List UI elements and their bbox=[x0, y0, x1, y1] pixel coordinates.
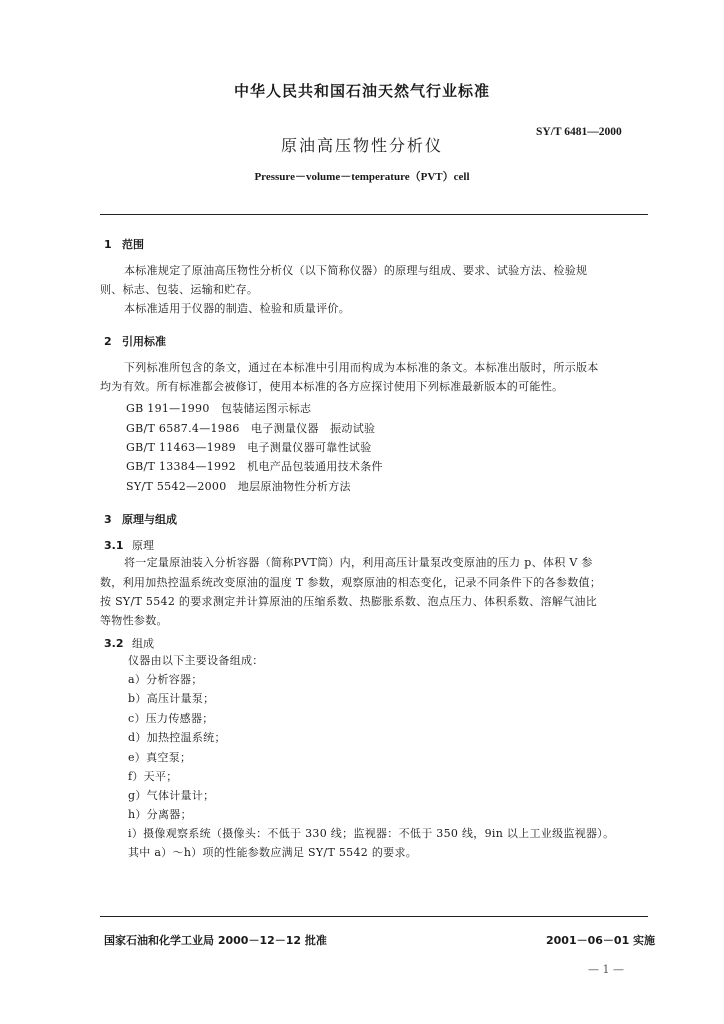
page-number: — 1 — bbox=[588, 963, 624, 976]
subsection-heading-composition: 3.2 组成 bbox=[104, 637, 154, 650]
approval-statement: 国家石油和化学工业局 2000－12－12 批准 bbox=[104, 934, 327, 947]
section-heading-scope: 1 范围 bbox=[104, 238, 144, 251]
paragraph-line: 其中 a）～h）项的性能参数应满足 SY/T 5542 的要求。 bbox=[128, 846, 418, 859]
list-item: d）加热控温系统； bbox=[128, 731, 226, 744]
paragraph-line: 等物性参数。 bbox=[100, 614, 168, 627]
footer-divider bbox=[100, 916, 648, 917]
effective-date: 2001－06－01 实施 bbox=[546, 934, 656, 947]
list-item: b）高压计量泵； bbox=[128, 692, 215, 705]
paragraph-line: 本标准适用于仪器的制造、检验和质量评价。 bbox=[124, 302, 350, 315]
reference-item: GB/T 13384—1992 机电产品包装通用技术条件 bbox=[126, 460, 383, 473]
standard-category-title: 中华人民共和国石油天然气行业标准 bbox=[233, 82, 490, 100]
list-item: f）天平； bbox=[128, 770, 178, 783]
list-item: g）气体计量计； bbox=[128, 789, 215, 802]
paragraph-line: 按 SY/T 5542 的要求测定并计算原油的压缩系数、热膨胀系数、泡点压力、体积系数、溶解气油比 bbox=[100, 595, 598, 608]
list-item: e）真空泵； bbox=[128, 751, 192, 764]
paragraph-line: 仪器由以下主要设备组成： bbox=[128, 654, 264, 667]
standard-number: SY/T 6481—2000 bbox=[536, 126, 622, 138]
reference-item: GB 191—1990 包装储运图示标志 bbox=[126, 402, 312, 415]
paragraph-line: 数，利用加热控温系统改变原油的温度 T 参数，观察原油的相态变化，记录不同条件下的各参数值； bbox=[100, 576, 602, 589]
list-item: a）分析容器； bbox=[128, 673, 203, 686]
paragraph-line: 本标准规定了原油高压物性分析仪（以下简称仪器）的原理与组成、要求、试验方法、检验规 bbox=[124, 264, 588, 277]
list-item: c）压力传感器； bbox=[128, 712, 214, 725]
document-title: 原油高压物性分析仪 bbox=[280, 136, 443, 155]
reference-item: SY/T 5542—2000 地层原油物性分析方法 bbox=[126, 480, 351, 493]
reference-item: GB/T 11463—1989 电子测量仪器可靠性试验 bbox=[126, 441, 372, 454]
list-item: h）分离器； bbox=[128, 808, 192, 821]
list-item: i）摄像观察系统（摄像头：不低于 330 线；监视器：不低于 350 线，9in 以上工业级监视器）。 bbox=[128, 827, 615, 840]
reference-item: GB/T 6587.4—1986 电子测量仪器 振动试验 bbox=[126, 422, 376, 435]
paragraph-line: 均为有效。所有标准都会被修订，使用本标准的各方应探讨使用下列标准最新版本的可能性。 bbox=[100, 380, 564, 393]
paragraph-line: 则、标志、包装、运输和贮存。 bbox=[100, 283, 259, 296]
document-title-english: Pressure－volume－temperature（PVT）cell bbox=[254, 171, 470, 183]
header-divider bbox=[100, 214, 648, 215]
subsection-heading-principle: 3.1 原理 bbox=[104, 539, 154, 552]
paragraph-line: 将一定量原油装入分析容器（简称PVT筒）内，利用高压计量泵改变原油的压力 p、体积 V 参 bbox=[124, 556, 593, 569]
section-heading-principle: 3 原理与组成 bbox=[104, 513, 177, 526]
section-heading-references: 2 引用标准 bbox=[104, 335, 166, 348]
paragraph-line: 下列标准所包含的条文，通过在本标准中引用而构成为本标准的条文。本标准出版时，所示版本 bbox=[124, 361, 599, 374]
